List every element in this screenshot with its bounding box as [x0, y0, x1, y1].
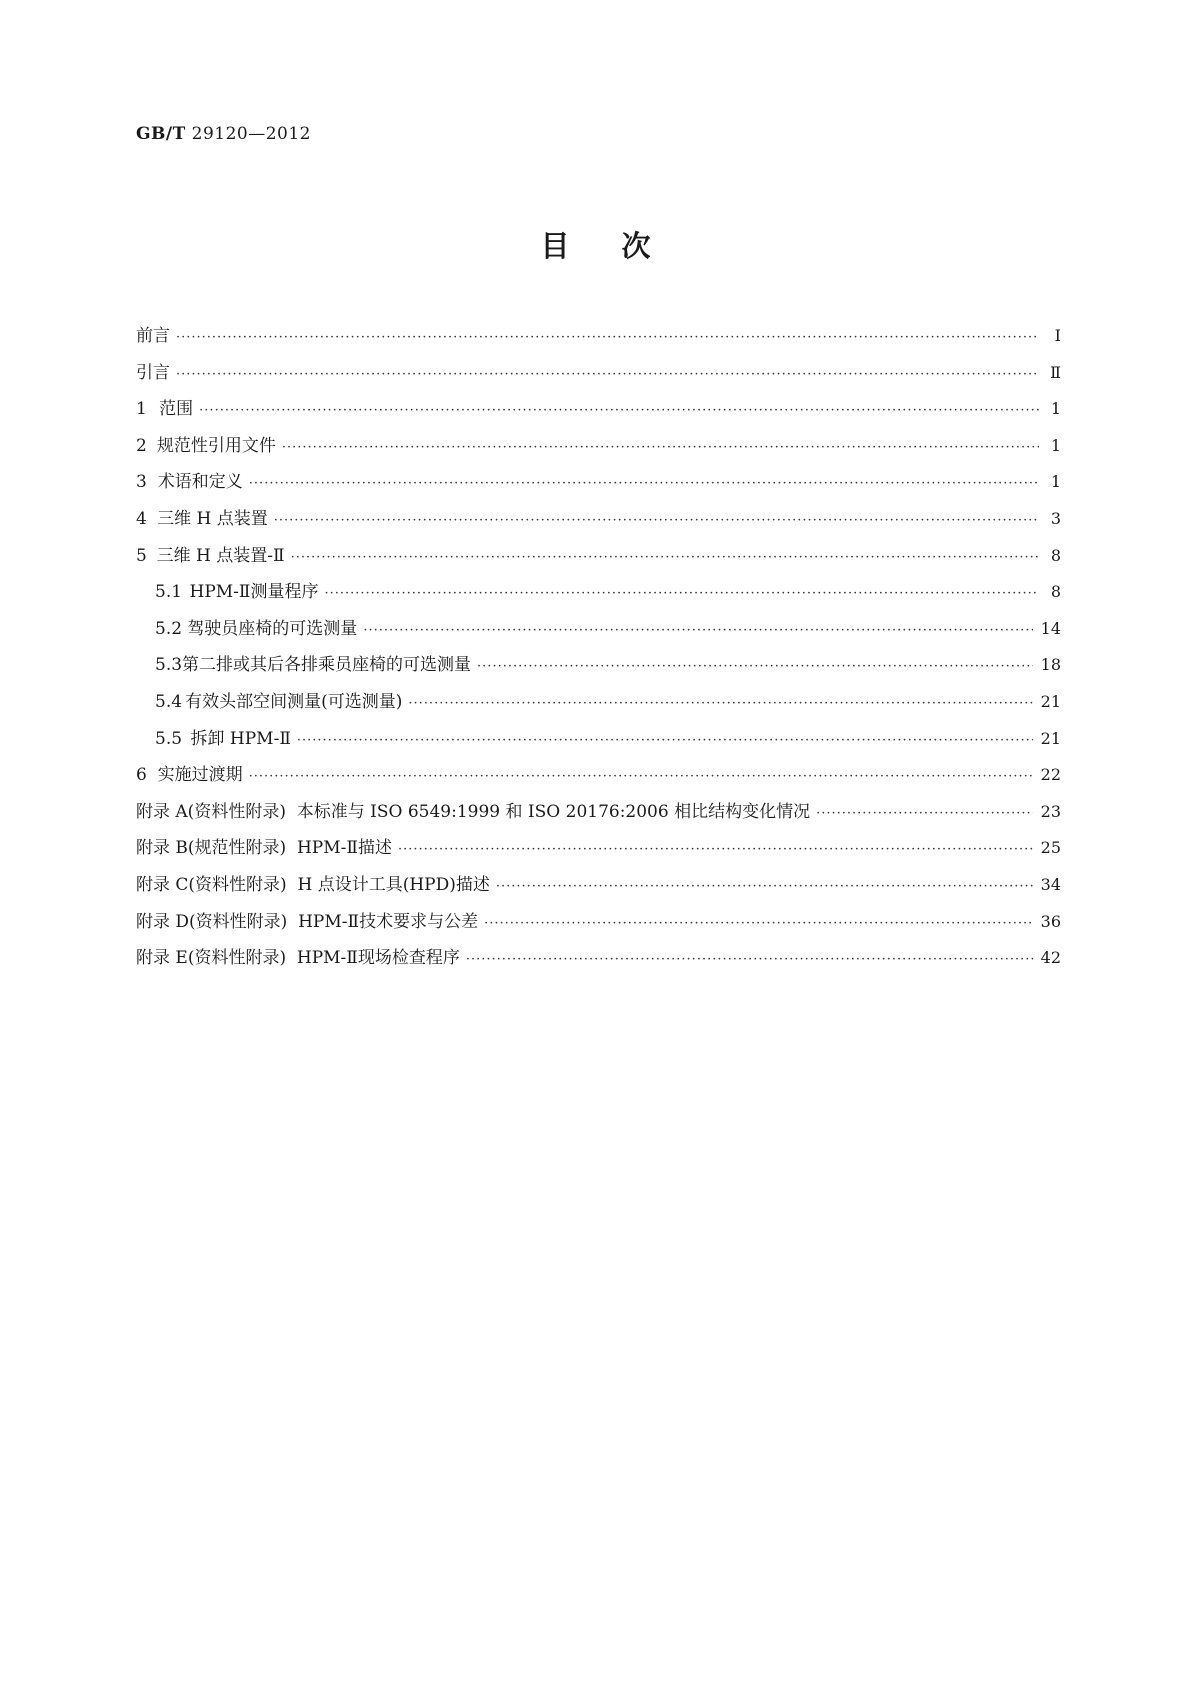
toc-entry-label: 驾驶员座椅的可选测量: [187, 618, 358, 639]
toc-entry-label: 范围: [159, 399, 194, 420]
dot-leader: [176, 364, 1039, 386]
dot-leader: [466, 949, 1033, 971]
dot-leader: [249, 766, 1033, 788]
dot-leader: [363, 620, 1032, 642]
toc-entry-label: 附录 A(资料性附录) 本标准与 ISO 6549:1999 和 ISO 20176:2006 相比结构变化情况: [136, 801, 811, 822]
toc-entry[interactable]: [136, 398, 1061, 435]
toc-entry[interactable]: [136, 837, 1061, 874]
toc-entry-label: 三维 H 点装置: [157, 508, 268, 529]
page-title: 目次: [540, 229, 703, 263]
toc-entry-label: 附录 C(资料性附录) H 点设计工具(HPD)描述: [136, 874, 490, 895]
toc-entry-label: 引言: [136, 362, 170, 383]
toc-entry-page: 36: [1040, 911, 1061, 931]
toc-entry-page: 1: [1050, 472, 1061, 492]
standard-prefix: GB/T: [136, 124, 186, 144]
toc-entry[interactable]: [136, 654, 1061, 691]
dot-leader: [282, 437, 1039, 459]
toc-entry-label: 附录 E(资料性附录) HPM-Ⅱ现场检查程序: [136, 948, 460, 969]
toc-entry[interactable]: [136, 471, 1061, 508]
toc-entry-label: HPM-Ⅱ测量程序: [189, 582, 319, 603]
toc-entry-page: 8: [1050, 545, 1061, 565]
toc-entry-label: 附录 B(规范性附录) HPM-Ⅱ描述: [136, 838, 392, 859]
toc-entry-page: 1: [1050, 435, 1061, 455]
toc-entry[interactable]: [136, 911, 1061, 948]
toc-entry-page: 21: [1040, 691, 1061, 711]
toc-entry-number: 5.4: [155, 691, 183, 712]
toc-entry[interactable]: [136, 691, 1061, 728]
table-of-contents: [136, 325, 1061, 984]
toc-entry-number: 5: [136, 545, 147, 566]
toc-entry[interactable]: [136, 435, 1061, 472]
toc-entry-label: 第二排或其后各排乘员座椅的可选测量: [182, 655, 472, 676]
standard-code: [136, 124, 311, 144]
dot-leader: [398, 839, 1033, 861]
toc-entry-number: 3: [136, 472, 147, 493]
dot-leader: [176, 327, 1039, 349]
toc-entry-label: 前言: [136, 326, 170, 346]
toc-entry-label: 三维 H 点装置-Ⅱ: [156, 545, 285, 566]
toc-entry-page: 25: [1040, 838, 1061, 858]
toc-entry[interactable]: [136, 581, 1061, 618]
dot-leader: [297, 730, 1033, 752]
dot-leader: [477, 656, 1033, 678]
standard-number: 29120—2012: [191, 124, 311, 144]
toc-entry-page: 3: [1050, 508, 1061, 528]
toc-entry[interactable]: [136, 545, 1061, 582]
toc-entry-page: 23: [1040, 801, 1061, 821]
toc-entry[interactable]: [136, 728, 1061, 765]
toc-entry-page: 22: [1040, 765, 1061, 785]
toc-entry-page: 1: [1050, 399, 1061, 419]
toc-entry-label: 规范性引用文件: [156, 435, 276, 456]
toc-entry-label: 附录 D(资料性附录) HPM-Ⅱ技术要求与公差: [136, 911, 479, 932]
toc-entry-page: Ⅰ: [1054, 326, 1061, 345]
dot-leader: [816, 803, 1033, 825]
toc-entry-number: 5.5: [155, 728, 183, 749]
toc-entry-page: 34: [1040, 874, 1061, 894]
toc-entry-page: 8: [1050, 582, 1061, 602]
dot-leader: [274, 510, 1039, 532]
toc-entry[interactable]: [136, 801, 1061, 838]
toc-entry-number: 5.1: [155, 582, 183, 603]
toc-entry[interactable]: [136, 874, 1061, 911]
toc-entry-number: 5.3: [155, 655, 183, 676]
dot-leader: [484, 913, 1033, 935]
toc-entry[interactable]: [136, 362, 1061, 399]
toc-entry-number: 2: [136, 435, 147, 456]
toc-entry-page: 42: [1040, 948, 1061, 968]
toc-entry-page: 18: [1040, 655, 1061, 675]
toc-entry[interactable]: [136, 325, 1061, 362]
dot-leader: [249, 473, 1039, 495]
toc-entry-page: 21: [1040, 728, 1061, 748]
toc-entry-number: 6: [136, 765, 147, 786]
toc-entry-label: 拆卸 HPM-Ⅱ: [190, 728, 291, 749]
toc-entry-label: 有效头部空间测量(可选测量): [185, 691, 403, 712]
toc-entry-number: 5.2: [155, 618, 183, 639]
toc-entry[interactable]: [136, 618, 1061, 655]
toc-entry-page: Ⅱ: [1050, 362, 1061, 382]
toc-entry-label: 实施过渡期: [157, 765, 243, 786]
dot-leader: [291, 547, 1039, 569]
toc-entry[interactable]: [136, 947, 1061, 984]
dot-leader: [496, 876, 1033, 898]
toc-entry-page: 14: [1040, 618, 1061, 638]
toc-entry[interactable]: [136, 508, 1061, 545]
dot-leader: [199, 400, 1039, 422]
dot-leader: [324, 583, 1039, 605]
toc-entry-number: 1: [136, 399, 147, 420]
toc-entry-number: 4: [136, 508, 147, 529]
toc-entry-label: 术语和定义: [157, 472, 243, 493]
toc-entry[interactable]: [136, 764, 1061, 801]
dot-leader: [408, 693, 1032, 715]
